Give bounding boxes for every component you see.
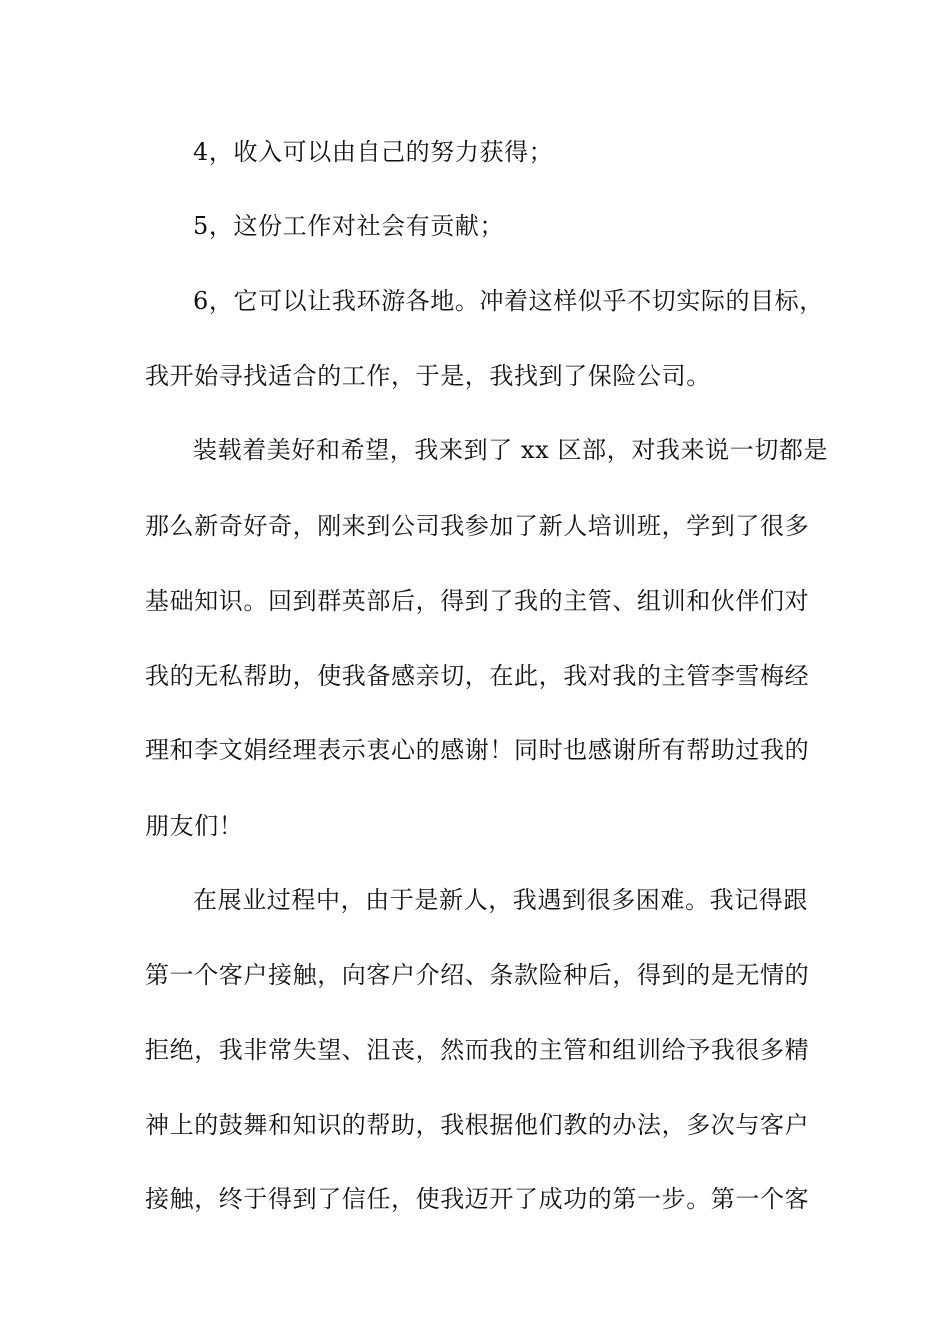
paragraph-start: 在展业过程中，由于是新人，我遇到很多困难。我记得跟	[193, 886, 808, 914]
text-line: 我开始寻找适合的工作，于是，我找到了保险公司。	[145, 362, 711, 390]
text-line: 朋友们！	[145, 812, 244, 840]
list-item-4: 4，收入可以由自己的努力获得；	[193, 138, 554, 166]
text-line: 第一个客户接触，向客户介绍、条款险种后，得到的是无情的	[145, 961, 810, 989]
text-line: 拒绝，我非常失望、沮丧，然而我的主管和组训给予我很多精	[145, 1036, 810, 1064]
text-line: 我的无私帮助，使我备感亲切，在此，我对我的主管李雪梅经	[145, 662, 810, 690]
text-line: 基础知识。回到群英部后，得到了我的主管、组训和伙伴们对	[145, 587, 810, 615]
text-line: 神上的鼓舞和知识的帮助，我根据他们教的办法，多次与客户	[145, 1111, 810, 1139]
text-line: 理和李文娟经理表示衷心的感谢！同时也感谢所有帮助过我的	[145, 736, 810, 764]
list-item-6: 6，它可以让我环游各地。冲着这样似乎不切实际的目标，	[193, 287, 824, 315]
text-line: 那么新奇好奇，刚来到公司我参加了新人培训班，学到了很多	[145, 512, 810, 540]
text-line: 接触，终于得到了信任，使我迈开了成功的第一步。第一个客	[145, 1185, 810, 1213]
paragraph-start: 装载着美好和希望，我来到了 xx 区部，对我来说一切都是	[193, 436, 829, 464]
list-item-5: 5，这份工作对社会有贡献；	[193, 212, 505, 240]
